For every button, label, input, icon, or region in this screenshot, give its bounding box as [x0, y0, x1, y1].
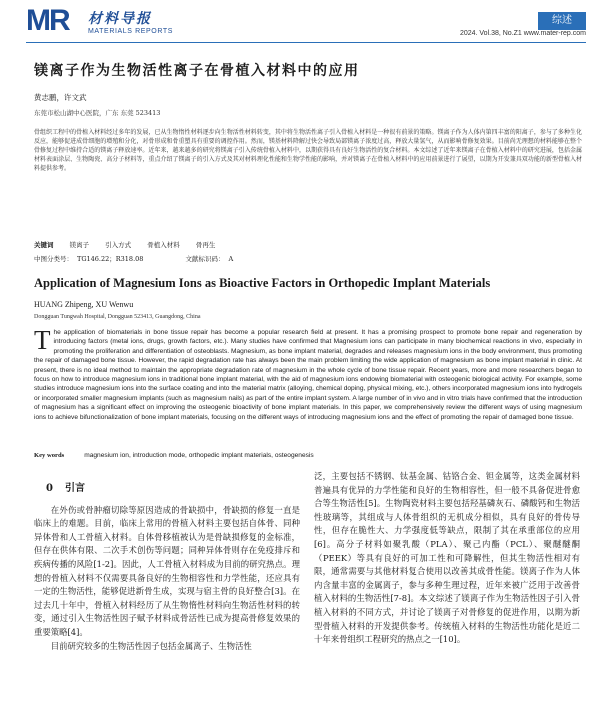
keyword-cn: 骨植入材料: [147, 241, 180, 249]
affiliation-en: Dongguan Tungwah Hospital, Dongguan 523413, Guangdong, China: [34, 314, 201, 320]
keywords-cn: [34, 240, 229, 249]
clc-value: TG146.22；R318.08: [77, 255, 144, 263]
authors-cn: 黄志鹏，许文武: [34, 93, 87, 102]
header-rule: [26, 42, 586, 43]
keywords-en: [34, 452, 314, 459]
body-paragraph: 泛，主要包括不锈钢、钛基金属、钴铬合金、钽金属等，这类金属材料普遍具有优异的力学性能和良好的生物相容性，但一般不具备促进骨愈合等生物活性[5]。生物陶瓷材料主要包括羟基磷灰石、磷酸钙和生物活性玻璃等，其组成与人体骨组织的无机成分相似，具有良好的骨传导性，但存在脆性大、力学强度低等缺点，限制了其在承重部位的应用[6]。高分子材料如聚乳酸（PLA）、聚己内酯（PCL）、聚醚醚酮（PEEK）等具有良好的可加工性和可降解性，但其生物活性相对有限，通常需要与其他材料复合使用以改善其成骨性能。镁离子作为人体内含量丰富的金属离子，参与多种生理过程，近年来被广泛用于改善骨植入材料的生物活性[7-8]。本文综述了镁离子作为生物活性因子引入骨植入材料的不同方式，并讨论了镁离子对骨修复的促进作用，以期为新型骨植入材料的开发提供参考。传统植入材料的生物活性功能化是近二十年来骨组织工程研究的热点之一[10]。: [314, 471, 580, 645]
section-badge: 综述: [538, 12, 586, 30]
classification-line: [34, 254, 237, 263]
journal-name-cn: 材料导报: [88, 11, 152, 27]
article-title-en: Application of Magnesium Ions as Bioactive Factors in Orthopedic Implant Materials: [34, 276, 491, 290]
keyword-cn: 引入方式: [105, 241, 132, 249]
section-title: 引言: [64, 483, 85, 494]
journal-header: [0, 0, 600, 48]
doc-code-value: A: [228, 255, 234, 263]
doc-code-label: 文献标识码：: [185, 255, 225, 263]
affiliation-cn: 东莞市松山湖中心医院，广东 东莞 523413: [34, 109, 161, 117]
body-column-left: [34, 476, 300, 653]
keywords-label-en: Key words: [34, 452, 65, 459]
abstract-dropcap: T: [34, 325, 51, 355]
abstract-en-text: he application of biomaterials in bone tissue repair has become a popular research field at present. It has a promising prospect to promote bone repair and regeneration by introducing factors (metal ions, drugs, growth factors, etc.). Many studies have confirmed that Magnesium ions can participate in many biochemical reactions in vivo, especially in promoting the proliferation and differentiation of osteoblasts. Magnesium, as bone implant material, degrades and releases magnesium ions in the body environment, thus promoting the repair of damaged bone tissue. However, the rapid degradation rate has always been the main problem limiting the wide application of magnesium as bone implant material in clinic. At present, there is no ideal method to maintain the appropriate degradation rate of magnesium in the whole cycle of bone tissue repair. Recent years, more and more researchers began to focus on how to introduce magnesium ions in traditional bone implant material, with the aid of magnesium ions endowing biomaterial with osteogenic biological activity. For example, some studies introduce magnesium ions into the surface coating and into the material matrix (alloying, chemical doping, physical mixing, etc.), others incorporated magnesium ions into hydrogels or incorporated smaller magnesium implants (such as magnesium nails) as part of the entire implant system. A large number of in vivo and in vitro trials have confirmed that the introduction of magnesium has a significant effect on improving the osteogenic bioactivity of bone implant materials. In this paper, we comprehensively review the different ways of using magnesium ions to achieve bifunctionalization of bone implant materials, focusing on the different ways of introducing magnesium ions and the effect of promoting the repair of damaged bone tissue.: [34, 329, 582, 421]
journal-logo: MR: [26, 4, 69, 37]
issue-info: 2024. Vol.38, No.Z1 www.mater-rep.com: [459, 30, 586, 37]
article-title-cn: 镁离子作为生物活性离子在骨植入材料中的应用: [34, 63, 360, 79]
clc-label: 中图分类号：: [34, 255, 73, 263]
body-paragraph: 目前研究较多的生物活性因子包括金属离子、生物活性: [50, 640, 252, 651]
keyword-cn: 镁离子: [69, 241, 90, 249]
body-paragraph: 在外伤或骨肿瘤切除等原因造成的骨缺损中，骨缺损的修复一直是临床上的难题。目前，临床上常用的骨植入材料主要包括自体骨、同种异体骨和人工骨植入材料。自体骨移植被认为是骨缺损修复的金标准，但存在供体有限、二次手术创伤等问题；同种异体骨则存在免疫排斥和疾病传播的风险[1-2]。因此，人工骨植入材料成为目前的研究热点。理想的骨植入材料不仅需要具备良好的生物相容性和力学性能，还应具有一定的生物活性，能够促进新骨生成，实现与宿主骨的良好整合[3]。在过去几十年中，骨植入材料经历了从生物惰性材料向生物活性材料的转变，通过引入生物活性因子赋予材料成骨活性已成为提高骨修复效果的重要策略[4]。: [34, 504, 300, 637]
section-heading: [46, 482, 300, 496]
keyword-cn: 骨再生: [195, 241, 216, 249]
keywords-en-list: magnesium ion, introduction mode, orthopedic implant materials, osteogenesis: [84, 452, 314, 459]
section-number: 0: [46, 483, 53, 494]
body-column-right: [314, 470, 580, 647]
abstract-en: [34, 325, 582, 422]
keywords-label-cn: 关键词: [34, 241, 54, 249]
journal-name-en: MATERIALS REPORTS: [88, 28, 174, 35]
abstract-cn: 骨组织工程中的骨植入材料经过多年的发展，已从生物惰性材料逐步向生物活性材料转变，其中将生物活性离子引入骨植入材料是一种很有前景的策略。镁离子作为人体内第四丰富的阳离子，参与了多种生化反应，能够促进成骨细胞的增殖和分化，对骨形成和骨重塑具有重要的调控作用。然而，镁基材料降解过快会导致局部镁离子浓度过高，释放大量氢气，从而影响骨修复效果。目前尚无理想的材料能够在整个骨修复过程中维持合适的镁离子释放速率。近年来，越来越多的研究将镁离子引入传统骨植入材料中，以期获得具有良好生物活性的复合材料。本文综述了近年来镁离子在骨植入材料中的研究进展，包括金属材料表面涂层、生物陶瓷、高分子材料等，重点介绍了镁离子的引入方式及其对材料理化性能和生物学性能的影响，并对镁离子在骨植入材料中的应用前景进行了展望，以期为开发兼具双功能的新型骨植入材料提供参考。: [34, 129, 582, 172]
authors-en: HUANG Zhipeng, XU Wenwu: [34, 300, 134, 309]
